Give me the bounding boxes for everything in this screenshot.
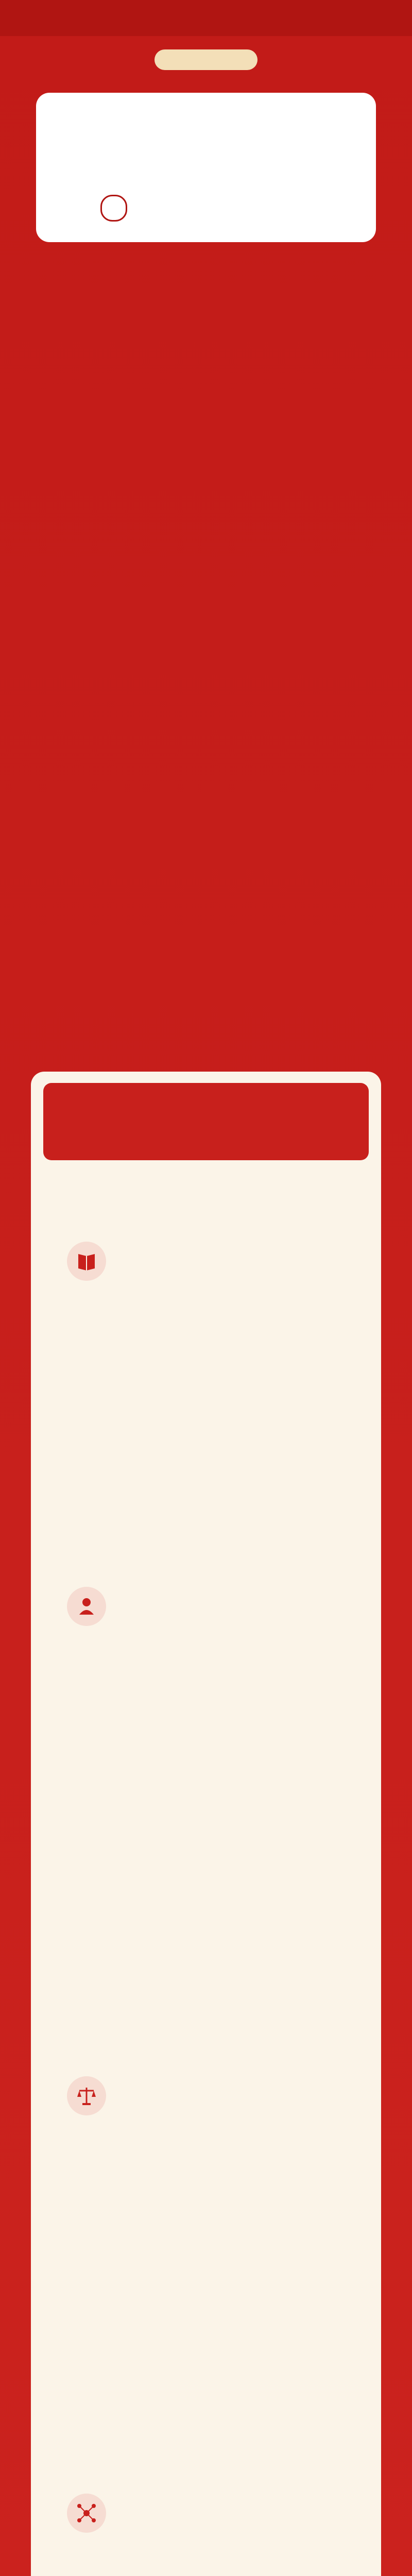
- section-title: [43, 1083, 369, 1106]
- section-header: [43, 1083, 369, 1160]
- page-title: [36, 93, 376, 107]
- scales-icon: [67, 2076, 106, 2115]
- content-card: [31, 1072, 381, 2576]
- top-banner-text: [0, 0, 412, 21]
- list-item: [46, 2432, 366, 2576]
- number-badge: [100, 195, 127, 222]
- list-item: [46, 1180, 366, 1499]
- list-item: [46, 1525, 366, 1989]
- category-tag: [154, 49, 258, 70]
- list-item: [46, 2014, 366, 2406]
- person-icon: [67, 1587, 106, 1626]
- top-banner: [0, 0, 412, 36]
- book-icon: [67, 1242, 106, 1281]
- network-icon: [67, 2494, 106, 2533]
- title-card: [36, 93, 376, 242]
- intro-section: [36, 268, 376, 283]
